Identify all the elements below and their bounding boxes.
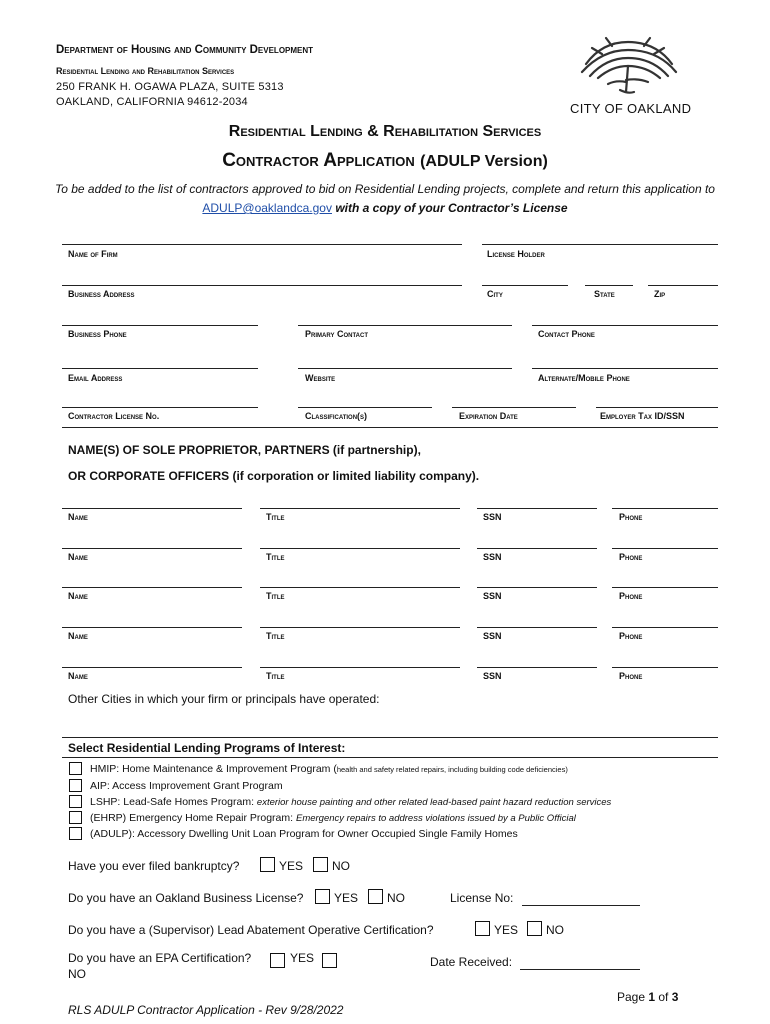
business-address-line[interactable] xyxy=(62,285,462,286)
form-title-line2 xyxy=(0,150,770,172)
officer-phone-label: Phone xyxy=(619,512,643,522)
address-block xyxy=(56,80,284,110)
form-id-footer: RLS ADULP Contractor Application - Rev 9/28/2022 xyxy=(68,1003,344,1017)
program-lshp xyxy=(90,796,611,808)
expiration-date-line[interactable] xyxy=(452,407,576,408)
officer-name-line[interactable] xyxy=(62,667,242,668)
business-license-yes-label: YES xyxy=(334,891,359,905)
officer-title-label: Title xyxy=(266,631,285,641)
other-cities-line[interactable] xyxy=(62,737,718,738)
officer-ssn-label: SSN xyxy=(483,591,502,601)
officer-phone-line[interactable] xyxy=(612,587,718,588)
officer-title-line[interactable] xyxy=(260,587,460,588)
form-title-version: (ADULP Version) xyxy=(420,153,548,170)
label-email-address: Email Address xyxy=(68,373,123,383)
lshp-note: exterior house painting and other related lead-based paint hazard reduction services xyxy=(256,797,612,808)
label-business-address: Business Address xyxy=(68,289,135,299)
hmip-label: HMIP: Home Maintenance & Improvement Program ( xyxy=(90,763,337,775)
officer-ssn-label: SSN xyxy=(483,631,502,641)
officer-ssn-line[interactable] xyxy=(477,627,597,628)
label-contact-phone: Contact Phone xyxy=(538,329,595,339)
officer-title-label: Title xyxy=(266,552,285,562)
program-aip: AIP: Access Improvement Grant Program xyxy=(90,780,283,792)
bankruptcy-yes-checkbox[interactable] xyxy=(260,857,275,872)
intro-part1: To be added to the list of contractors approved to bid on Residential Lending projects, complete and return this application to xyxy=(55,182,715,196)
alt-phone-line[interactable] xyxy=(532,368,718,369)
aip-checkbox[interactable] xyxy=(69,779,82,792)
contractor-license-line[interactable] xyxy=(62,407,258,408)
oak-tree-logo-icon xyxy=(572,34,684,98)
label-classification: Classification(s) xyxy=(305,411,368,421)
epa-cert-no-label: NO xyxy=(68,967,86,981)
officer-phone-line[interactable] xyxy=(612,667,718,668)
email-address-line[interactable] xyxy=(62,368,258,369)
bankruptcy-no-label: NO xyxy=(332,859,350,873)
officer-ssn-label: SSN xyxy=(483,671,502,681)
label-primary-contact: Primary Contact xyxy=(305,329,368,339)
officer-title-line[interactable] xyxy=(260,508,460,509)
intro-part2: with a copy of your Contractor’s License xyxy=(331,201,568,215)
state-line[interactable] xyxy=(585,285,633,286)
page-total: 3 xyxy=(671,990,679,1004)
programs-divider xyxy=(62,757,718,758)
page-of: of xyxy=(655,990,672,1004)
lead-cert-yes-checkbox[interactable] xyxy=(475,921,490,936)
officer-phone-line[interactable] xyxy=(612,508,718,509)
label-alt-phone: Alternate/Mobile Phone xyxy=(538,373,630,383)
intro-text xyxy=(40,180,730,218)
business-phone-line[interactable] xyxy=(62,325,258,326)
page-prefix: Page xyxy=(617,990,649,1004)
contact-phone-line[interactable] xyxy=(532,325,718,326)
officer-ssn-label: SSN xyxy=(483,512,502,522)
email-link[interactable]: ADULP@oaklandca.gov xyxy=(202,201,332,215)
officer-phone-label: Phone xyxy=(619,671,643,681)
date-received-label: Date Received: xyxy=(430,955,513,969)
officers-heading-1: NAME(S) OF SOLE PROPRIETOR, PARTNERS (if partnership), xyxy=(68,443,421,457)
ehrp-checkbox[interactable] xyxy=(69,811,82,824)
officer-name-label: Name xyxy=(68,552,88,562)
officer-name-label: Name xyxy=(68,631,88,641)
label-employer-tax: Employer Tax ID/SSN xyxy=(600,411,685,421)
city-name: CITY OF OAKLAND xyxy=(570,101,692,116)
label-zip: Zip xyxy=(654,289,666,299)
business-license-question: Do you have an Oakland Business License? xyxy=(68,891,304,905)
lead-cert-no-checkbox[interactable] xyxy=(527,921,542,936)
program-adulp: (ADULP): Accessory Dwelling Unit Loan Program for Owner Occupied Single Family Homes xyxy=(90,828,518,840)
license-holder-line[interactable] xyxy=(482,244,718,245)
epa-cert-question: Do you have an EPA Certification? xyxy=(68,951,252,965)
label-name-of-firm: Name of Firm xyxy=(68,249,118,259)
primary-contact-line[interactable] xyxy=(298,325,512,326)
lshp-label: LSHP: Lead-Safe Homes Program: xyxy=(90,796,257,808)
division-name: Residential Lending and Rehabilitation Services xyxy=(56,66,235,76)
business-license-yes-checkbox[interactable] xyxy=(315,889,330,904)
zip-line[interactable] xyxy=(648,285,718,286)
officer-ssn-line[interactable] xyxy=(477,667,597,668)
page-number xyxy=(617,990,678,1004)
other-cities-label: Other Cities in which your firm or principals have operated: xyxy=(68,692,380,706)
bankruptcy-no-checkbox[interactable] xyxy=(313,857,328,872)
officer-phone-label: Phone xyxy=(619,552,643,562)
business-license-no-checkbox[interactable] xyxy=(368,889,383,904)
firm-name-line[interactable] xyxy=(62,244,462,245)
officer-title-label: Title xyxy=(266,591,285,601)
officer-name-label: Name xyxy=(68,512,88,522)
section-divider xyxy=(62,427,718,428)
label-license-holder: License Holder xyxy=(487,249,545,259)
bankruptcy-yes-label: YES xyxy=(279,859,304,873)
address-line-1: 250 FRANK H. OGAWA PLAZA, SUITE 5313 xyxy=(56,81,284,93)
license-no-label: License No: xyxy=(450,891,514,905)
label-city: City xyxy=(487,289,503,299)
ehrp-note: Emergency repairs to address violations issued by a Public Official xyxy=(295,813,576,824)
employer-tax-line[interactable] xyxy=(596,407,718,408)
form-title-main: Contractor Application xyxy=(222,150,415,171)
officer-name-line[interactable] xyxy=(62,587,242,588)
officer-ssn-line[interactable] xyxy=(477,587,597,588)
license-no-line[interactable] xyxy=(522,905,640,906)
form-title-line1: Residential Lending & Rehabilitation Services xyxy=(228,123,542,140)
officer-ssn-line[interactable] xyxy=(477,548,597,549)
officer-name-line[interactable] xyxy=(62,548,242,549)
ehrp-label: (EHRP) Emergency Home Repair Program: xyxy=(90,812,296,824)
officer-name-label: Name xyxy=(68,591,88,601)
officer-title-line[interactable] xyxy=(260,667,460,668)
officer-name-label: Name xyxy=(68,671,88,681)
label-contractor-license: Contractor License No. xyxy=(68,411,160,421)
page-current: 1 xyxy=(648,990,656,1004)
lead-cert-no-label: NO xyxy=(546,923,564,937)
officer-title-label: Title xyxy=(266,671,285,681)
officers-heading-2: OR CORPORATE OFFICERS (if corporation or limited liability company). xyxy=(68,469,480,483)
officer-phone-label: Phone xyxy=(619,591,643,601)
hmip-checkbox[interactable] xyxy=(69,762,82,775)
officer-ssn-label: SSN xyxy=(483,552,502,562)
officer-phone-label: Phone xyxy=(619,631,643,641)
programs-heading: Select Residential Lending Programs of Interest: xyxy=(68,741,346,755)
business-license-no-label: NO xyxy=(387,891,405,905)
officer-phone-line[interactable] xyxy=(612,548,718,549)
program-ehrp xyxy=(90,812,576,824)
epa-cert-yes-label: YES xyxy=(290,951,315,965)
label-expiration-date: Expiration Date xyxy=(459,411,518,421)
officer-title-line[interactable] xyxy=(260,548,460,549)
officer-name-line[interactable] xyxy=(62,627,242,628)
date-received-line[interactable] xyxy=(520,969,640,970)
website-line[interactable] xyxy=(298,368,512,369)
label-state: State xyxy=(594,289,615,299)
department-name: Department of Housing and Community Development xyxy=(56,44,314,56)
epa-cert-yes-checkbox[interactable] xyxy=(270,953,285,968)
officer-name-line[interactable] xyxy=(62,508,242,509)
officer-title-label: Title xyxy=(266,512,285,522)
city-line[interactable] xyxy=(482,285,568,286)
label-business-phone: Business Phone xyxy=(68,329,127,339)
adulp-checkbox[interactable] xyxy=(69,827,82,840)
hmip-note: health and safety related repairs, including building code deficiencies) xyxy=(336,765,568,774)
bankruptcy-question: Have you ever filed bankruptcy? xyxy=(68,859,240,873)
classification-line[interactable] xyxy=(298,407,432,408)
officer-phone-line[interactable] xyxy=(612,627,718,628)
epa-cert-no-checkbox[interactable] xyxy=(322,953,337,968)
address-line-2: OAKLAND, CALIFORNIA 94612-2034 xyxy=(56,96,248,108)
lshp-checkbox[interactable] xyxy=(69,795,82,808)
officer-ssn-line[interactable] xyxy=(477,508,597,509)
label-website: Website xyxy=(305,373,336,383)
lead-cert-question: Do you have a (Supervisor) Lead Abatement Operative Certification? xyxy=(68,923,434,937)
program-hmip xyxy=(90,763,568,775)
officer-title-line[interactable] xyxy=(260,627,460,628)
lead-cert-yes-label: YES xyxy=(494,923,519,937)
